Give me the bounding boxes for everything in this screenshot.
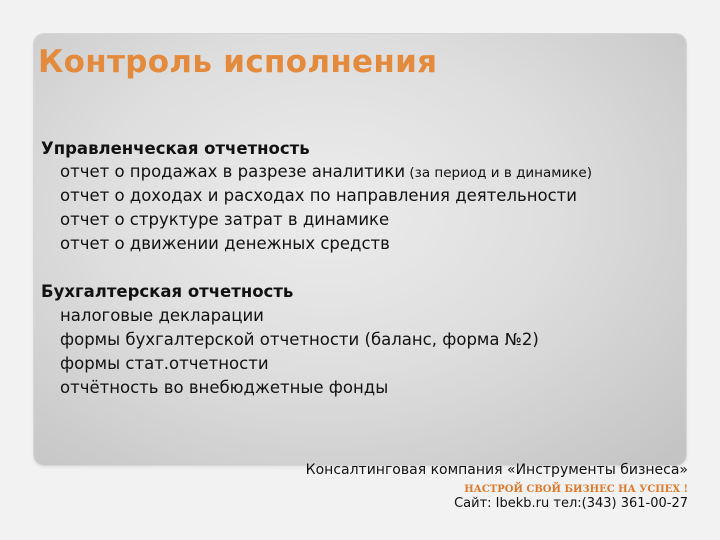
slide-title: Контроль исполнения bbox=[38, 44, 438, 80]
list-item: отчет о движении денежных средств bbox=[60, 234, 390, 253]
list-item: отчет о структуре затрат в динамике bbox=[60, 210, 390, 229]
list-item bbox=[60, 162, 592, 181]
list-item: формы стат.отчетности bbox=[60, 354, 269, 373]
footer-company: Консалтинговая компания «Инструменты бизнеса» bbox=[305, 462, 688, 478]
section-heading-management: Управленческая отчетность bbox=[41, 139, 310, 158]
list-item-text: отчет о продажах в разрезе аналитики bbox=[60, 162, 406, 181]
list-item: отчётность во внебюджетные фонды bbox=[60, 378, 389, 397]
footer-slogan: НАСТРОЙ СВОЙ БИЗНЕС НА УСПЕХ ! bbox=[464, 484, 688, 495]
list-item: отчет о доходах и расходах по направления деятельности bbox=[60, 186, 578, 205]
list-item: налоговые декларации bbox=[60, 306, 264, 325]
section-heading-accounting: Бухгалтерская отчетность bbox=[41, 282, 294, 301]
list-item: формы бухгалтерской отчетности (баланс, форма №2) bbox=[60, 330, 539, 349]
list-item-note: (за период и в динамике) bbox=[405, 165, 592, 181]
footer-contacts: Сайт: Ibekb.ru тел:(343) 361-00-27 bbox=[454, 496, 688, 511]
